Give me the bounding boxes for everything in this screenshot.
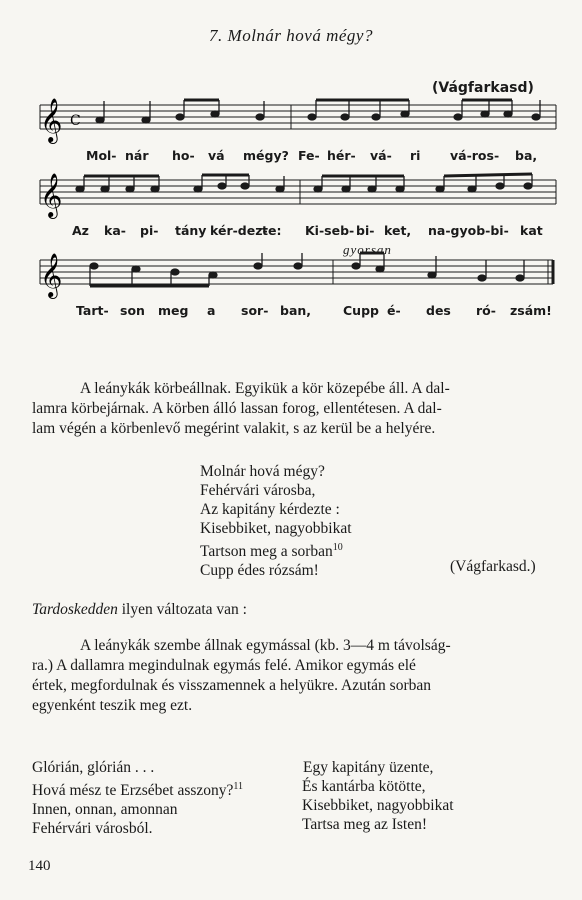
lyric-syllable: Fe- bbox=[298, 148, 320, 163]
lyric-syllable: vá bbox=[208, 148, 225, 163]
lyric-syllable: vá- bbox=[370, 148, 392, 163]
poem-line: Molnár hová mégy? bbox=[200, 463, 325, 480]
lyric-syllable: a bbox=[207, 303, 216, 318]
lyric-syllable: ket, bbox=[384, 223, 412, 238]
footnote-marker: 11 bbox=[233, 781, 244, 792]
lyric-syllable: kat bbox=[520, 223, 543, 238]
lyric-syllable: mégy? bbox=[243, 148, 289, 163]
common-time-icon: C bbox=[70, 113, 81, 129]
music-staff-2 bbox=[0, 170, 582, 220]
lyric-syllable: é- bbox=[387, 303, 401, 318]
lyric-syllable: sor- bbox=[241, 303, 269, 318]
poem-line: Tartsa meg az Isten! bbox=[302, 816, 428, 833]
lyric-syllable: Ki-seb- bbox=[305, 223, 355, 238]
lyric-syllable: na-gyob-bi- bbox=[428, 223, 509, 238]
variant-intro-text: ilyen változata van : bbox=[117, 601, 247, 618]
poem-line: Fehérvári városból. bbox=[32, 820, 153, 838]
lyric-syllable: tány bbox=[175, 223, 207, 238]
poem-line: Kisebbiket, nagyobbikat bbox=[302, 797, 454, 814]
lyric-syllable: des bbox=[426, 303, 451, 318]
paragraph-line: ra.) A dallamra megindulnak egymás felé. Amikor egymás elé bbox=[32, 657, 416, 674]
song-text bbox=[200, 462, 352, 580]
paragraph-line: A leánykák körbeállnak. Egyikük a kör közepébe áll. A dal- bbox=[80, 380, 450, 397]
variant-description bbox=[32, 636, 554, 716]
lyric-syllable: Mol- bbox=[86, 148, 117, 163]
game-description bbox=[32, 379, 554, 439]
poem-line: Az kapitány kérdezte : bbox=[200, 501, 340, 518]
lyric-syllable: vá-ros- bbox=[450, 148, 500, 163]
page-number: 140 bbox=[28, 858, 51, 874]
poem-line: Glórián, glórián . . . bbox=[32, 759, 155, 776]
lyric-syllable: pi- bbox=[140, 223, 159, 238]
lyric-syllable: nár bbox=[125, 148, 149, 163]
paragraph-line: egyenként teszik meg ezt. bbox=[32, 697, 193, 714]
paragraph-line: értek, megfordulnak és visszamennek a helyükre. Azután sorban bbox=[32, 677, 431, 694]
lyric-syllable: ban, bbox=[280, 303, 312, 318]
poem-line: Cupp édes rózsám! bbox=[200, 562, 319, 580]
lyric-syllable: Az bbox=[72, 223, 89, 238]
paragraph-line: A leánykák szembe állnak egymással (kb. 3—4 m távolság- bbox=[80, 637, 451, 654]
lyric-syllable: hér- bbox=[327, 148, 356, 163]
paragraph-line: lam végén a körbenlevő megérint valakit, s az kerül be a helyére. bbox=[32, 420, 436, 437]
treble-clef-icon: 𝄞 bbox=[40, 173, 63, 217]
lyric-syllable: ho- bbox=[172, 148, 195, 163]
lyric-syllable: ka- bbox=[104, 223, 126, 238]
poem-line: Innen, onnan, amonnan bbox=[32, 801, 178, 819]
poem-line: Tartson meg a sorban bbox=[200, 543, 333, 561]
lyric-syllable: te: bbox=[262, 223, 282, 238]
variant-text-right bbox=[302, 758, 454, 834]
lyric-syllable: bi- bbox=[356, 223, 375, 238]
song-origin: (Vágfarkasd) bbox=[432, 80, 534, 96]
music-staff-1 bbox=[0, 95, 582, 145]
poem-line: Kisebbiket, nagyobbikat bbox=[200, 520, 352, 537]
lyric-syllable: ró- bbox=[476, 303, 496, 318]
music-staff-3 bbox=[0, 250, 582, 300]
place-name: Tardoskedden bbox=[32, 601, 118, 618]
lyric-syllable: ri bbox=[410, 148, 421, 163]
treble-clef-icon: 𝄞 bbox=[40, 98, 63, 142]
poem-line: Egy kapitány üzente, bbox=[303, 759, 434, 776]
lyric-syllable: Cupp bbox=[343, 303, 379, 318]
variant-text-left bbox=[32, 758, 243, 838]
song-title: 7. Molnár hová mégy? bbox=[209, 26, 373, 45]
poem-line: Hová mész te Erzsébet asszony? bbox=[32, 782, 234, 800]
lyric-syllable: zsám! bbox=[510, 303, 552, 318]
poem-line: Fehérvári városba, bbox=[200, 482, 316, 499]
treble-clef-icon: 𝄞 bbox=[40, 253, 63, 297]
lyric-syllable: meg bbox=[158, 303, 189, 318]
poem-origin: (Vágfarkasd.) bbox=[450, 558, 536, 575]
footnote-marker: 10 bbox=[332, 542, 343, 553]
lyric-syllable: son bbox=[120, 303, 145, 318]
tempo-marking: gyorsan bbox=[343, 242, 392, 257]
paragraph-line: lamra körbejárnak. A körben álló lassan forog, ellentétesen. A dal- bbox=[32, 400, 442, 417]
lyric-syllable: kér-dez- bbox=[210, 223, 268, 238]
lyric-syllable: ba, bbox=[515, 148, 538, 163]
lyric-syllable: Tart- bbox=[76, 303, 109, 318]
poem-line: És kantárba kötötte, bbox=[302, 778, 426, 795]
variant-intro bbox=[32, 600, 247, 619]
